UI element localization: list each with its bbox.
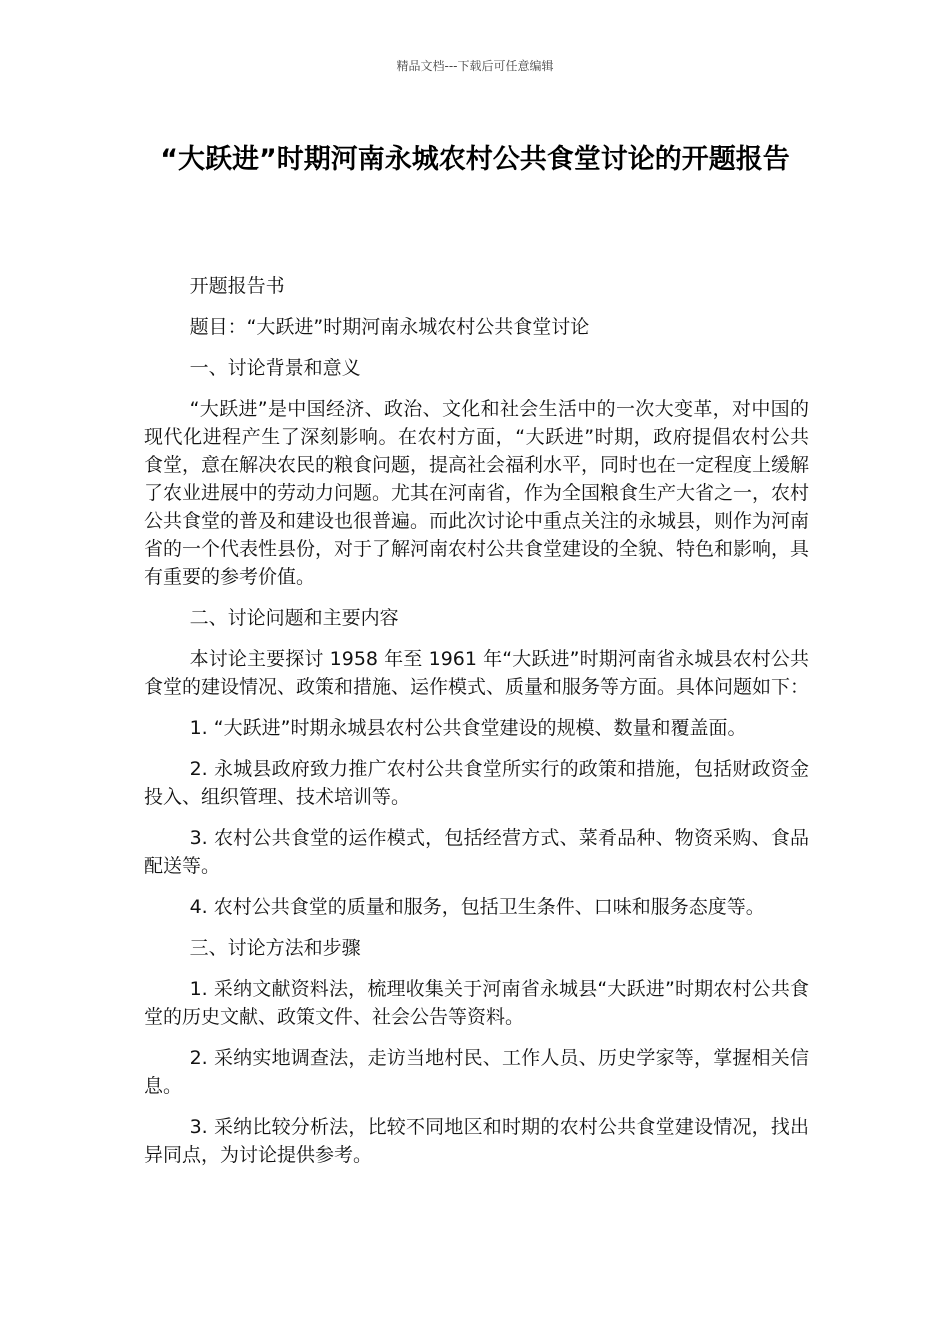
list-item: 3. 采纳比较分析法，比较不同地区和时期的农村公共食堂建设情况，找出异同点，为讨论提供参考。 [144,1116,809,1166]
paragraph-topic: 题目：“大跃进”时期河南永城农村公共食堂讨论 [189,316,590,338]
list-item: 4. 农村公共食堂的质量和服务，包括卫生条件、口味和服务态度等。 [189,896,765,918]
section-heading-methods: 三、讨论方法和步骤 [189,937,361,959]
paragraph-questions-intro: 本讨论主要探讨 1958 年至 1961 年“大跃进”时期河南省永城县农村公共食堂的建设情况、政策和措施、运作模式、质量和服务等方面。具体问题如下： [144,648,810,698]
paragraph-report-label: 开题报告书 [189,275,285,297]
list-item: 2. 采纳实地调查法，走访当地村民、工作人员、历史学家等，掌握相关信息。 [144,1047,809,1097]
list-item: 1. “大跃进”时期永城县农村公共食堂建设的规模、数量和覆盖面。 [189,717,747,739]
document-title: “大跃进”时期河南永城农村公共食堂讨论的开题报告 [160,144,790,175]
paragraph-background: “大跃进”是中国经济、政治、文化和社会生活中的一次大变革，对中国的现代化进程产生了深刻影响。在农村方面，“大跃进”时期，政府提倡农村公共食堂，意在解决农民的粮食问题，提高社会福利水平，同时也在一定程度上缓解了农业进展中的劳动力问题。尤其在河南省，作为全国粮食生产大省之一，农村公共食堂的普及和建设也很普遍。而此次讨论中重点关注的永城县，则作为河南省的一个代表性县份，对于了解河南农村公共食堂建设的全貌、特色和影响，具有重要的参考价值。 [144,398,810,588]
header-watermark: 精品文档---下载后可任意编辑 [396,59,554,73]
section-heading-background: 一、讨论背景和意义 [189,357,361,379]
document-body [144,272,809,1182]
list-item: 2. 永城县政府致力推广农村公共食堂所实行的政策和措施，包括财政资金投入、组织管理、技术培训等。 [144,758,809,808]
list-item: 1. 采纳文献资料法，梳理收集关于河南省永城县“大跃进”时期农村公共食堂的历史文献、政策文件、社会公告等资料。 [144,978,809,1028]
section-heading-questions: 二、讨论问题和主要内容 [189,607,399,629]
list-item: 3. 农村公共食堂的运作模式，包括经营方式、菜肴品种、物资采购、食品配送等。 [144,827,809,877]
